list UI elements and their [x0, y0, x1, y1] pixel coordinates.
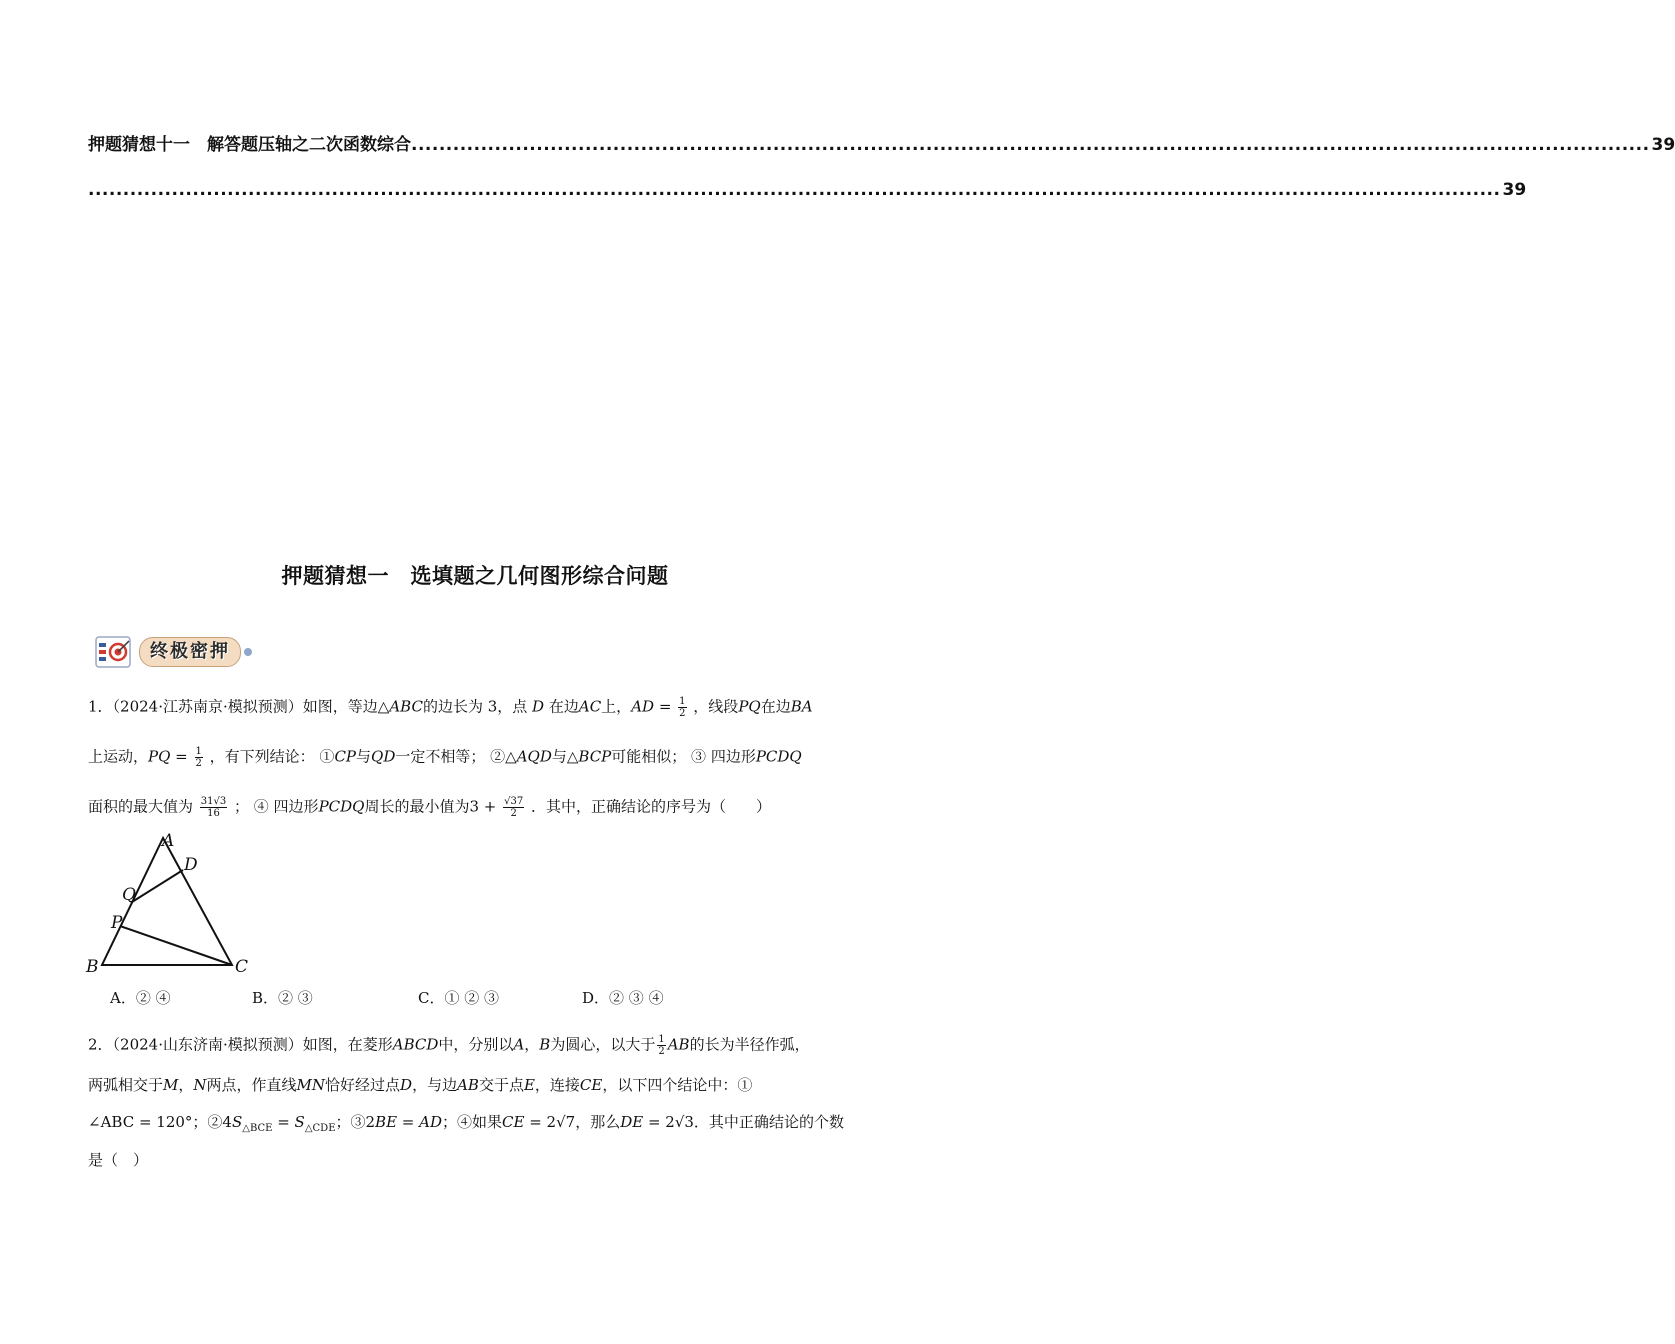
- badge-label: 终极密押: [139, 637, 241, 667]
- option-c[interactable]: C．① ② ③: [418, 989, 500, 1007]
- fraction-half: $\frac{1}{2}$: [195, 746, 202, 769]
- toc-title: 押题猜想十一 解答题压轴之二次函数综合: [88, 135, 411, 155]
- option-d[interactable]: D．② ③ ④: [582, 989, 664, 1007]
- q2-line-1: 2．（2024·山东济南·模拟预测）如图，在菱形ABCD中，分别以A，B为圆心，以大于 $\frac{1}{2}$ AB的长为半径作弧，: [88, 1034, 810, 1057]
- q1-line-2: 上运动，PQ = $\frac{1}{2}$ ，有下列结论： ①CP与QD一定不相等； ②△AQD与△BCP可能相似； ③ 四边形PCDQ: [88, 746, 802, 769]
- triangle-figure: [80, 830, 260, 980]
- toc-page-number: 39: [1651, 135, 1675, 155]
- badge-dot: [244, 648, 252, 656]
- q1-line-3: 面积的最大值为 $\frac{31√3}{16}$ ； ④ 四边形PCDQ周长的最小值为3 + $\frac{√37}{2}$ ．其中，正确结论的序号为（ ）: [88, 796, 772, 819]
- q2-line-2: 两弧相交于M，N两点，作直线MN恰好经过点D，与边AB交于点E，连接CE，以下四个结论中：①: [88, 1076, 753, 1094]
- fraction-half: $\frac{1}{2}$: [658, 1034, 665, 1057]
- toc-leader-dots: ..................................................................................................................................................................................: [411, 135, 1650, 155]
- toc-entry-11[interactable]: [88, 130, 1675, 156]
- toc-leader-dots: ...........................................................................................................................................................................................................: [88, 180, 1501, 200]
- label-Q: Q: [122, 885, 136, 905]
- label-C: C: [235, 957, 249, 977]
- target-icon: [95, 635, 133, 669]
- label-B: B: [86, 957, 99, 977]
- toc-entry-continued[interactable]: [88, 180, 1527, 206]
- label-A: A: [162, 831, 175, 851]
- label-P: P: [111, 913, 123, 933]
- toc-page-number: 39: [1502, 180, 1527, 200]
- fraction-perimeter: $\frac{√37}{2}$: [504, 796, 524, 819]
- q2-line-3: ∠ABC = 120°；$②4S_{\triangle BCE} = S_{\triangle CDE}$；③2BE = AD；④如果CE = 2√7，那么DE = 2√3．其中正确结论的个数: [88, 1113, 844, 1134]
- fraction-area: $\frac{31√3}{16}$: [200, 796, 227, 819]
- option-b[interactable]: B．② ③: [252, 989, 313, 1007]
- q2-line-4: 是（ ）: [88, 1151, 149, 1169]
- fraction-half: $\frac{1}{2}$: [679, 696, 686, 719]
- q1-line-1: 1．（2024·江苏南京·模拟预测）如图，等边△ABC的边长为 3，点 D 在边AC上，AD = $\frac{1}{2}$ ，线段PQ在边BA: [88, 696, 813, 719]
- section-badge: [95, 635, 252, 669]
- label-D: D: [184, 855, 198, 875]
- option-a[interactable]: A．② ④: [110, 989, 171, 1007]
- section-title: 押题猜想一 选填题之几何图形综合问题: [281, 564, 669, 588]
